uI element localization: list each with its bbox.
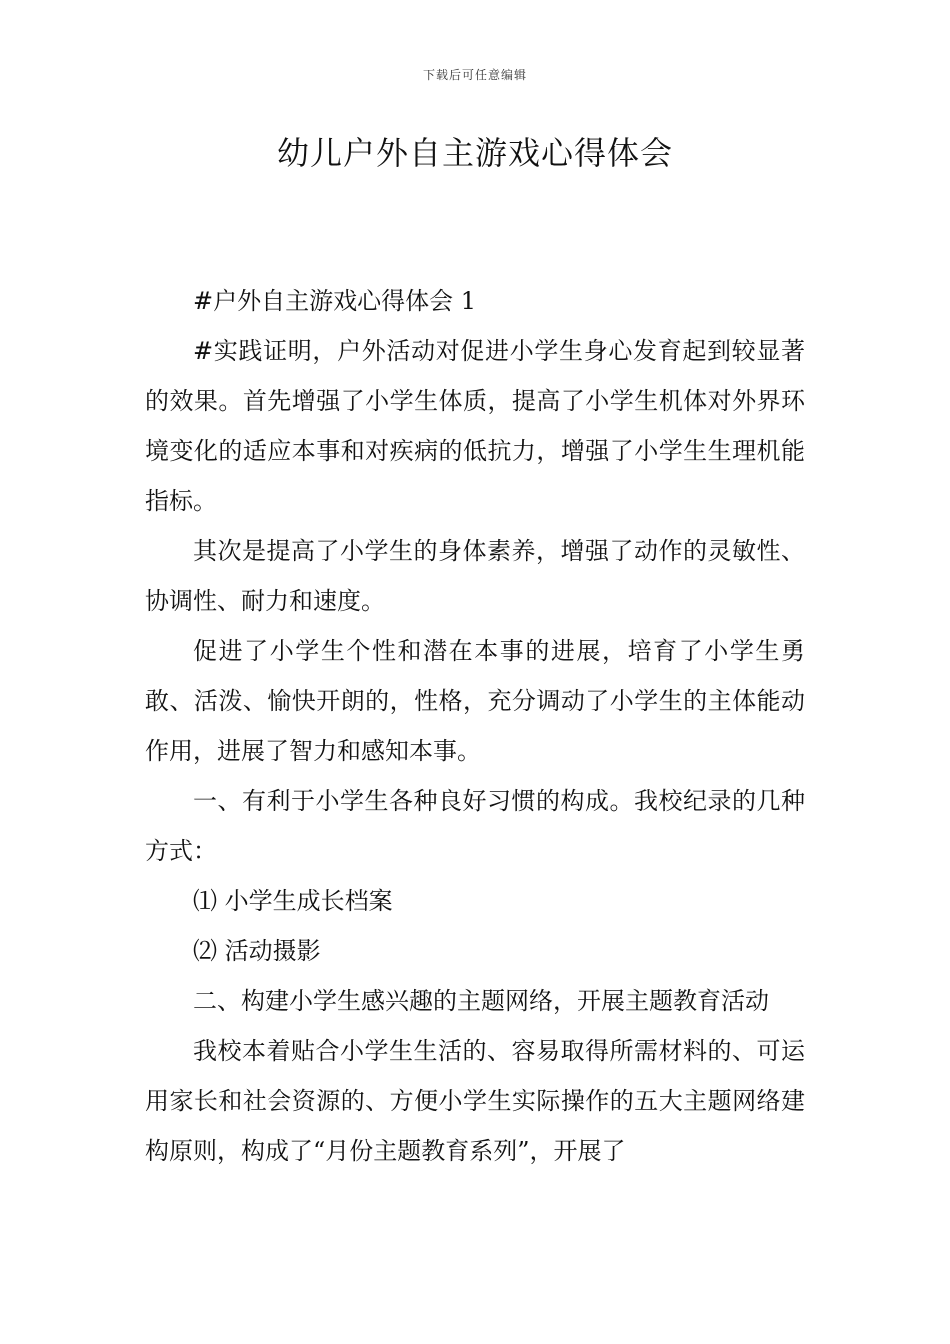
header-note: 下载后可任意编辑 <box>422 68 527 82</box>
paragraph-3: 其次是提高了小学生的身体素养，增强了动作的灵敏性、协调性、耐力和速度。 <box>145 537 805 615</box>
document-body <box>145 276 805 1176</box>
paragraph-2: #实践证明，户外活动对促进小学生身心发育起到较显著的效果。首先增强了小学生体质，提高了小学生机体对外界环境变化的适应本事和对疾病的低抗力，增强了小学生生理机能指标。 <box>145 337 805 515</box>
list-item-2: ⑵ 活动摄影 <box>193 937 321 965</box>
paragraph-1: #户外自主游戏心得体会 1 <box>193 287 477 315</box>
paragraph-6: 二、构建小学生感兴趣的主题网络，开展主题教育活动 <box>193 987 769 1015</box>
list-item-1: ⑴ 小学生成长档案 <box>193 887 393 915</box>
paragraph-5: 一、有利于小学生各种良好习惯的构成。我校纪录的几种方式： <box>145 787 805 865</box>
paragraph-4: 促进了小学生个性和潜在本事的进展，培育了小学生勇敢、活泼、愉快开朗的，性格，充分调动了小学生的主体能动作用，进展了智力和感知本事。 <box>145 637 805 765</box>
paragraph-7: 我校本着贴合小学生生活的、容易取得所需材料的、可运用家长和社会资源的、方便小学生实际操作的五大主题网络建构原则，构成了“月份主题教育系列”，开展了 <box>145 1037 805 1165</box>
document-title: 幼儿户外自主游戏心得体会 <box>276 134 673 172</box>
